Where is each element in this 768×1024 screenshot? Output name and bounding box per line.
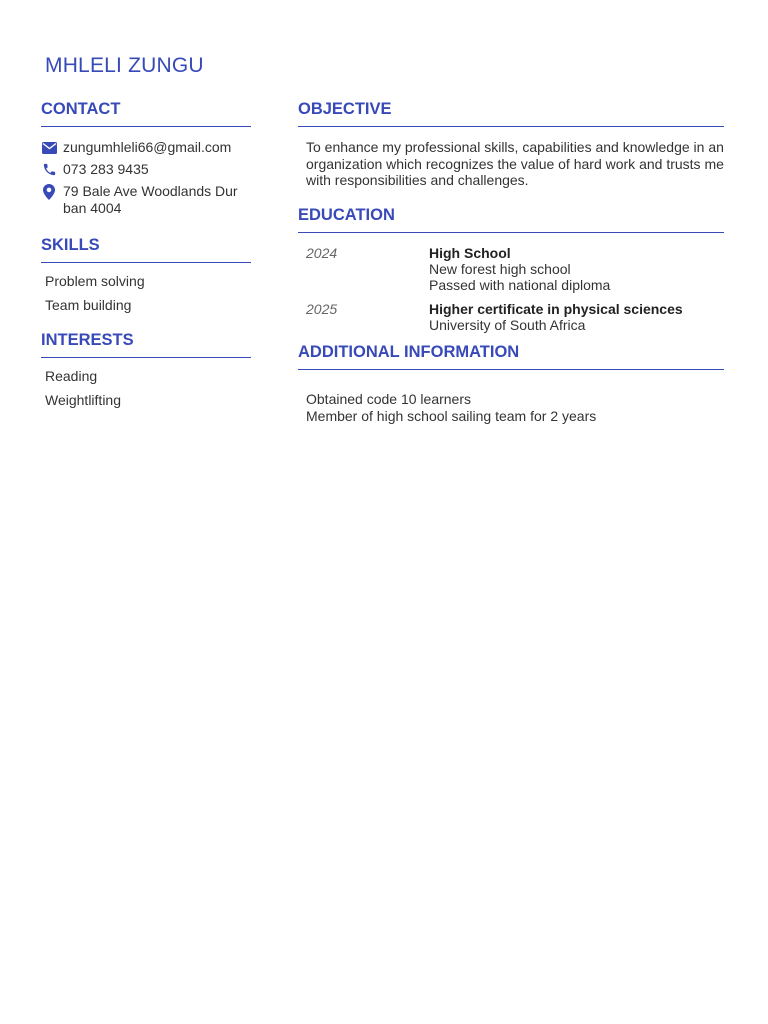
interest-item: Weightlifting [45,392,122,408]
education-details [429,245,724,293]
education-year: 2025 [306,300,338,317]
objective-text: To enhance my professional skills, capabilities and knowledge in an organization which recognizes the value of hard work and trusts me with responsibilities and challenges. [306,139,724,188]
contact-phone [41,161,251,178]
education-entry [298,301,724,333]
location-pin-icon [41,183,57,200]
education-year: 2024 [306,244,338,261]
education-line: University of South Africa [429,316,586,333]
contact-phone-text[interactable]: 073 283 9435 [63,161,149,177]
education-heading-text: Higher certificate in physical sciences [429,300,683,317]
additional-info-heading: ADDITIONAL INFORMATION [298,343,724,370]
additional-info-item: Member of high school sailing team for 2 years [306,407,597,424]
education-list [298,245,724,333]
education-heading: EDUCATION [298,206,724,233]
objective-heading: OBJECTIVE [298,100,724,127]
right-column [298,100,724,425]
skill-item: Problem solving [45,273,145,289]
education-details [429,301,724,333]
interests-heading: INTERESTS [41,331,251,358]
contact-email [41,139,251,156]
contact-address [41,183,251,217]
interest-item: Reading [45,368,98,384]
additional-info-list [306,391,724,425]
phone-icon [41,161,57,178]
skills-list [45,273,251,314]
additional-info-item: Obtained code 10 learners [306,390,471,407]
envelope-icon [41,139,57,156]
address-line-2: ban 4004 [63,200,122,216]
contact-heading: CONTACT [41,100,251,127]
contact-email-text[interactable]: zungumhleli66@gmail.com [63,139,232,155]
contact-address-text [63,183,238,217]
resume-name: MHLELI ZUNGU [45,54,204,77]
interests-list [45,368,251,409]
contact-list [41,139,251,217]
education-heading-text: High School [429,244,511,261]
skill-item: Team building [45,297,132,313]
education-line: New forest high school [429,260,571,277]
education-line: Passed with national diploma [429,276,611,293]
address-line-1: 79 Bale Ave Woodlands Dur [63,183,238,199]
education-entry [298,245,724,293]
left-column [41,100,251,416]
skills-heading: SKILLS [41,236,251,263]
